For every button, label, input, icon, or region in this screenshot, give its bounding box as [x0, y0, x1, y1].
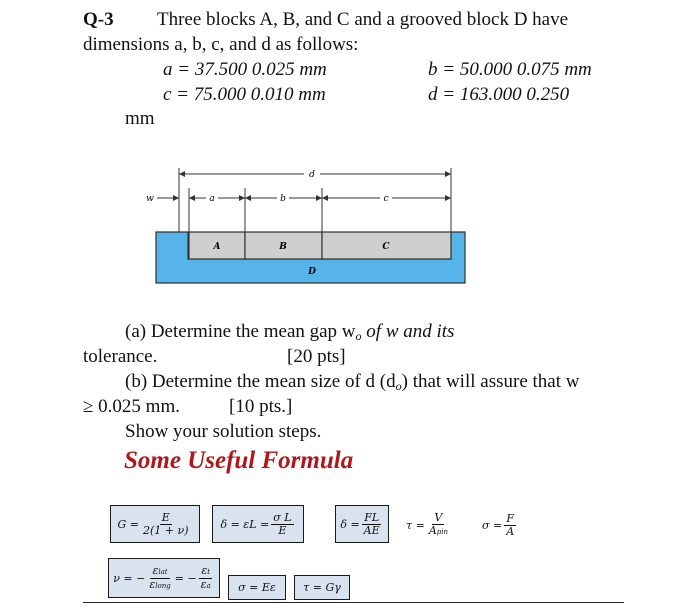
dim-c: c = 75.000 0.010 mm — [163, 84, 326, 105]
part-a-line1: (a) Determine the mean gap $w_o$ of w and its — [125, 321, 455, 343]
question-intro-line2: dimensions a, b, c, and d as follows: — [83, 34, 359, 55]
label-d: d — [309, 170, 315, 180]
dim-b: b = 50.000 0.075 mm — [428, 59, 592, 80]
label-c: c — [383, 194, 389, 204]
formula-hookes-law: σ = Eε — [228, 575, 286, 600]
formula-shear-modulus: G = $\frac{E}{2(1 + \nu)}$ — [110, 505, 200, 543]
formula-shear-stress: τ = $\frac{V}{\text{Apin}}$ — [406, 511, 448, 537]
bottom-rule — [83, 602, 624, 603]
formula-title: Some Useful Formula — [124, 447, 354, 474]
formula-normal-stress: σ = $\frac{F}{A}$ — [482, 511, 515, 538]
question-number: Q-3 — [83, 9, 114, 30]
solution-steps-note: Show your solution steps. — [125, 421, 322, 442]
label-block-c: C — [382, 242, 390, 252]
dim-unit: mm — [125, 108, 155, 129]
part-a-line2: tolerance. — [83, 346, 158, 367]
label-block-a: A — [213, 242, 221, 252]
part-b-points: [10 pts.] — [229, 396, 293, 417]
question-intro-line1: Three blocks A, B, and C and a grooved block D have — [157, 9, 569, 30]
blocks-figure — [140, 160, 480, 285]
part-b-line1: (b) Determine the mean size of d $(d_o)$ that will assure that w — [125, 371, 580, 393]
label-a: a — [209, 194, 215, 204]
part-a-points: [20 pts] — [287, 346, 346, 367]
part-b-line2: ≥ 0.025 mm. — [83, 396, 180, 417]
label-b: b — [280, 194, 286, 204]
formula-deformation-load: δ = $\frac{FL}{AE}$ — [335, 505, 389, 543]
formula-shear-hooke: τ = Gγ — [294, 575, 350, 600]
dim-d: d = 163.000 0.250 — [428, 84, 570, 105]
label-block-b: B — [279, 242, 287, 252]
formula-deformation-strain: δ = εL = $\frac{\text{σ L}}{E}$ — [212, 505, 304, 543]
label-w: w — [146, 194, 154, 204]
formula-poisson-ratio: ν = − $\frac{\text{εlat}}{\text{εlong}}$ = − $\frac{\varepsilon t}{\varepsilon a}$ — [108, 558, 220, 598]
dim-a: a = 37.500 0.025 mm — [163, 59, 327, 80]
label-block-d: D — [308, 267, 316, 277]
